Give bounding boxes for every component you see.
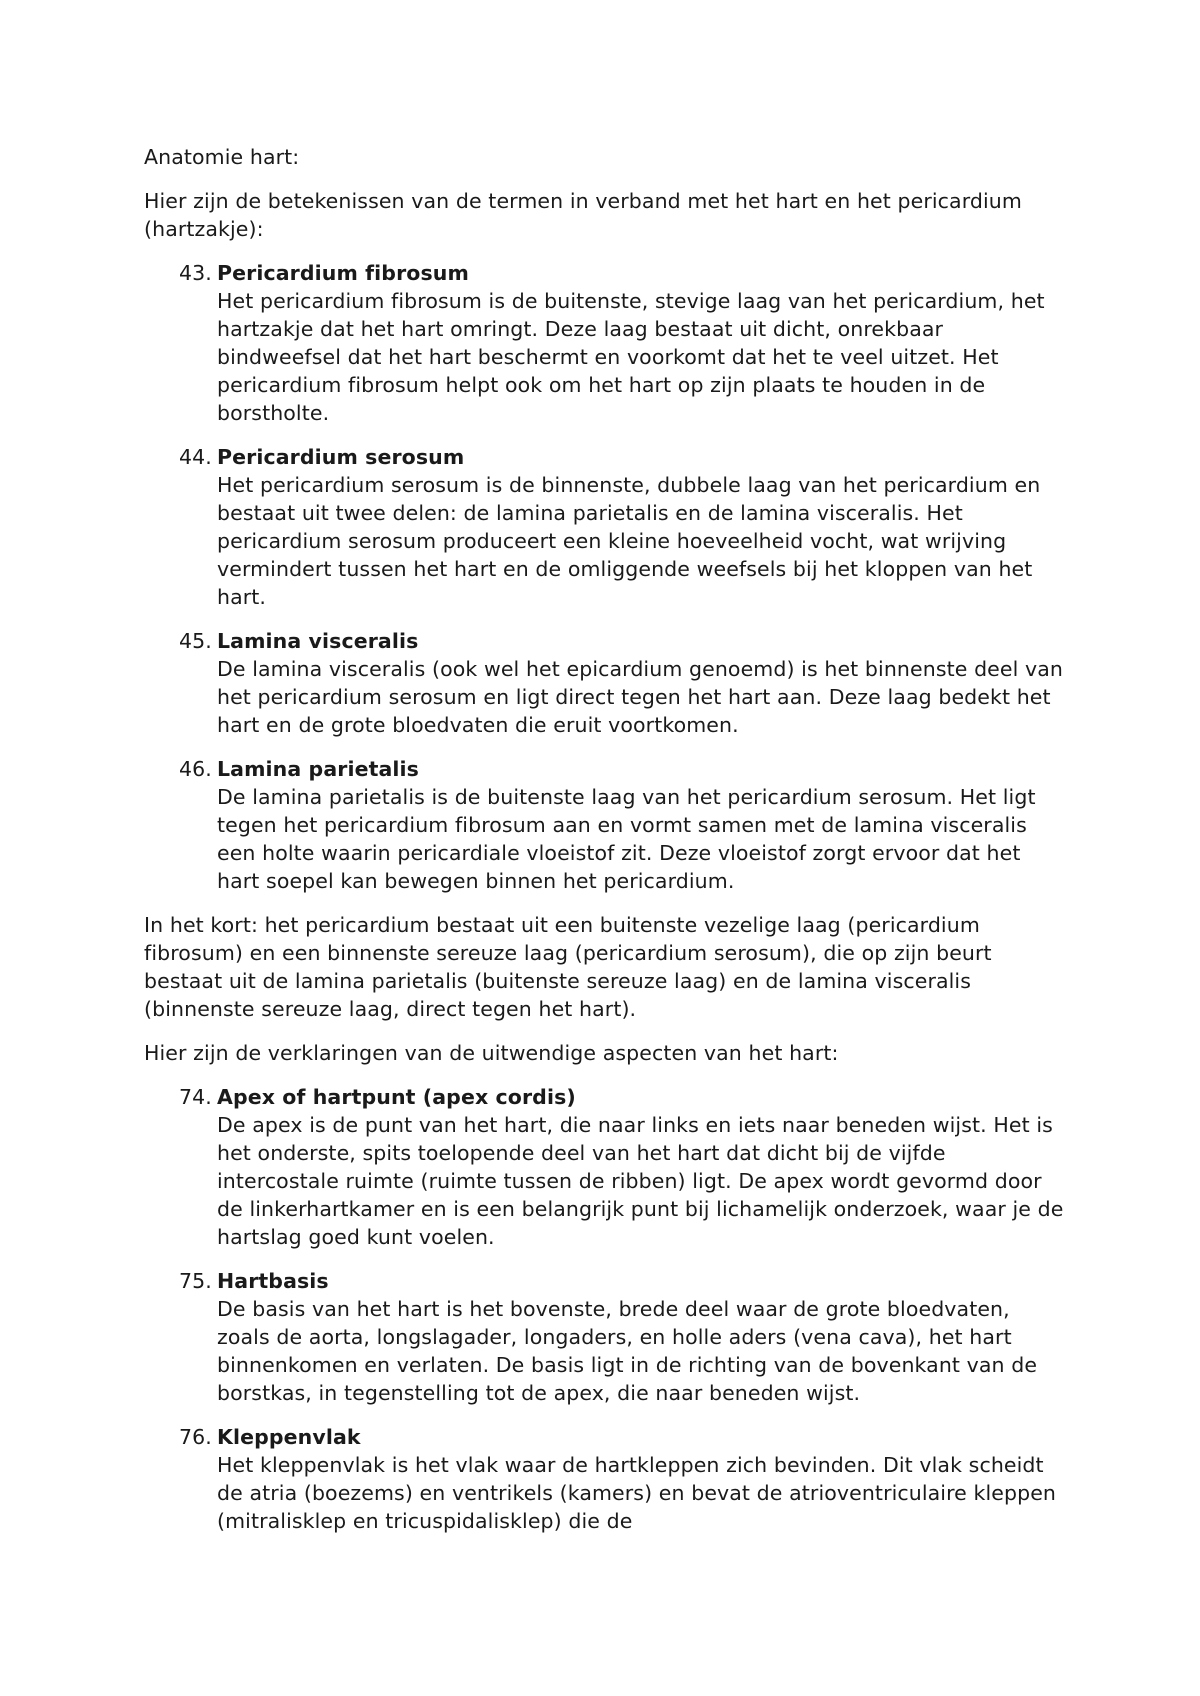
summary-paragraph: In het kort: het pericardium bestaat uit een buitenste vezelige laag (pericardium fibrosum) en een binnenste sereuze laag (pericardium serosum), die op zijn beurt bestaat uit de lamina parietalis (buitenste sereuze laag) en de lamina visceralis (binnenste sereuze laag, direct tegen het hart).	[144, 913, 992, 1021]
list-item	[144, 1083, 1064, 1251]
item-number: 46.	[179, 757, 212, 781]
item-description: Het pericardium serosum is de binnenste, dubbele laag van het pericardium en bestaat uit twee delen: de lamina parietalis en de lamina visceralis. Het pericardium serosum produceert een kleine hoeveelheid vocht, wat wrijving vermindert tussen het hart en de omliggende weefsels bij het kloppen van het hart.	[217, 473, 1041, 609]
item-number: 76.	[179, 1425, 212, 1449]
list-item	[144, 1423, 1064, 1535]
item-description: De basis van het hart is het bovenste, brede deel waar de grote bloedvaten, zoals de aorta, longslagader, longaders, en holle aders (vena cava), het hart binnenkomen en verlaten. De basis ligt in de richting van de bovenkant van de borstkas, in tegenstelling tot de apex, die naar beneden wijst.	[217, 1297, 1038, 1405]
item-term: Hartbasis	[217, 1269, 329, 1293]
item-description: De lamina visceralis (ook wel het epicardium genoemd) is het binnenste deel van het pericardium serosum en ligt direct tegen het hart aan. Deze laag bedekt het hart en de grote bloedvaten die eruit voortkomen.	[217, 657, 1064, 737]
item-description: Het pericardium fibrosum is de buitenste, stevige laag van het pericardium, het hartzakje dat het hart omringt. Deze laag bestaat uit dicht, onrekbaar bindweefsel dat het hart beschermt en voorkomt dat het te veel uitzet. Het pericardium fibrosum helpt ook om het hart op zijn plaats te houden in de borstholte.	[217, 289, 1045, 425]
item-number: 45.	[179, 629, 212, 653]
list-item	[144, 755, 1064, 895]
item-term: Apex of hartpunt (apex cordis)	[217, 1085, 576, 1109]
item-number: 74.	[179, 1085, 212, 1109]
item-number: 44.	[179, 445, 212, 469]
intro-paragraph-1: Hier zijn de betekenissen van de termen in verband met het hart en het pericardium (hartzakje):	[144, 189, 1022, 241]
list-item	[144, 259, 1064, 427]
item-number: 43.	[179, 261, 212, 285]
intro-paragraph-2: Hier zijn de verklaringen van de uitwendige aspecten van het hart:	[144, 1041, 839, 1065]
list-item	[144, 1267, 1064, 1407]
item-term: Lamina visceralis	[217, 629, 419, 653]
list-item	[144, 627, 1064, 739]
item-term: Kleppenvlak	[217, 1425, 361, 1449]
item-description: De apex is de punt van het hart, die naar links en iets naar beneden wijst. Het is het onderste, spits toelopende deel van het hart dat dicht bij de vijfde intercostale ruimte (ruimte tussen de ribben) ligt. De apex wordt gevormd door de linkerhartkamer en is een belangrijk punt bij lichamelijk onderzoek, waar je de hartslag goed kunt voelen.	[217, 1113, 1064, 1249]
item-term: Pericardium fibrosum	[217, 261, 469, 285]
item-term: Pericardium serosum	[217, 445, 465, 469]
definition-list-pericardium	[144, 259, 1064, 895]
document-body	[144, 143, 1064, 1551]
item-term: Lamina parietalis	[217, 757, 419, 781]
item-number: 75.	[179, 1269, 212, 1293]
definition-list-heart-aspects	[144, 1083, 1064, 1535]
document-title: Anatomie hart:	[144, 145, 300, 169]
item-description: De lamina parietalis is de buitenste laag van het pericardium serosum. Het ligt tegen het pericardium fibrosum aan en vormt samen met de lamina visceralis een holte waarin pericardiale vloeistof zit. Deze vloeistof zorgt ervoor dat het hart soepel kan bewegen binnen het pericardium.	[217, 785, 1036, 893]
item-description: Het kleppenvlak is het vlak waar de hartkleppen zich bevinden. Dit vlak scheidt de atria (boezems) en ventrikels (kamers) en bevat de atrioventriculaire kleppen (mitralisklep en tricuspidalisklep) die de	[217, 1453, 1057, 1533]
list-item	[144, 443, 1064, 611]
